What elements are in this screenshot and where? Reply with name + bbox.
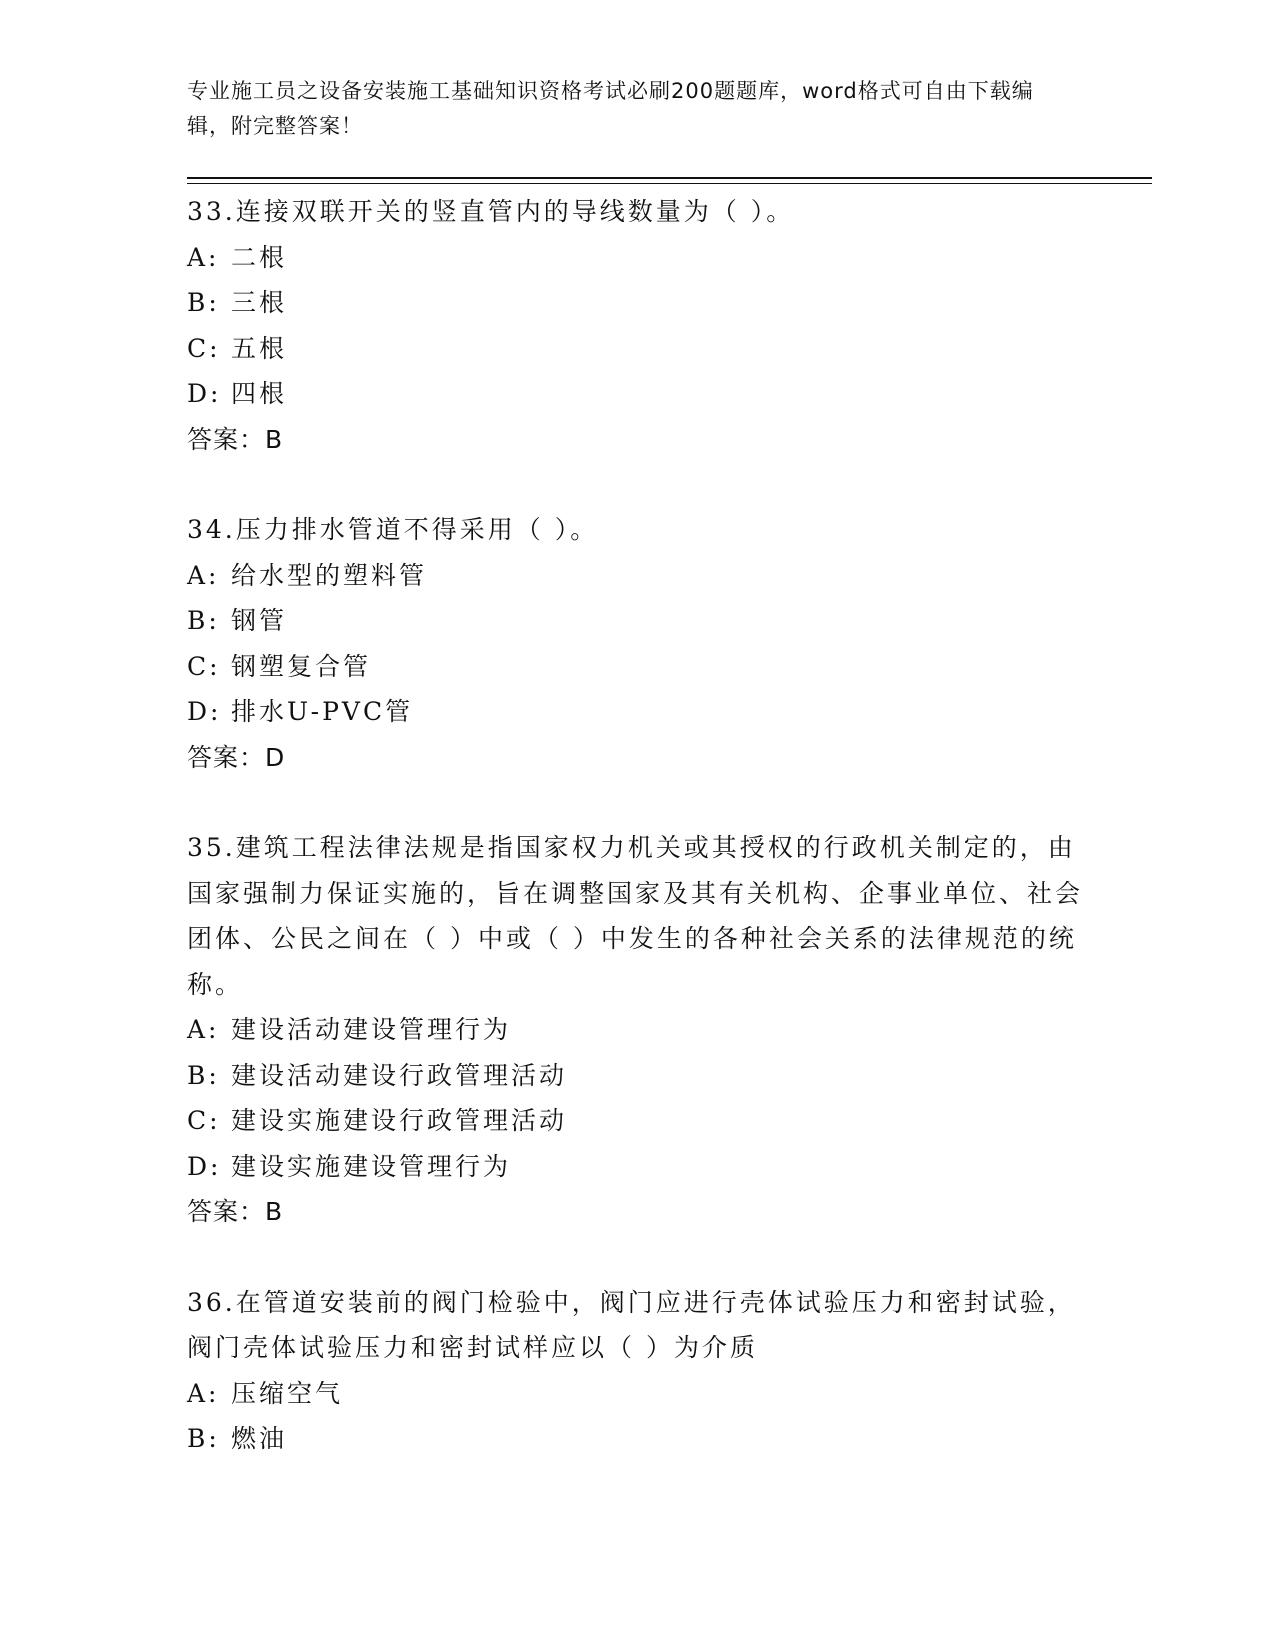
question-list	[187, 189, 1087, 1462]
option-letter: D:	[187, 697, 222, 726]
header-divider-thin	[187, 183, 1152, 184]
answer-line: 答案：B	[187, 1197, 284, 1226]
option-b	[187, 1416, 1087, 1462]
answer-line: 答案：B	[187, 424, 284, 454]
question-text: 33.连接双联开关的竖直管内的导线数量为（ ）。	[187, 197, 795, 226]
question-spacer	[187, 1235, 1087, 1280]
option-text: 排水U-PVC管	[231, 697, 414, 726]
option-letter: A:	[187, 1015, 220, 1044]
option-letter: D:	[187, 1151, 222, 1181]
option-text: 三根	[231, 288, 288, 317]
option-a	[187, 1371, 1087, 1417]
option-d	[187, 1144, 1087, 1190]
option-text: 五根	[231, 333, 288, 363]
option-letter: B:	[187, 1060, 220, 1090]
question-text: 34.压力排水管道不得采用（ ）。	[187, 515, 599, 544]
option-letter: C:	[187, 333, 221, 363]
question-spacer	[187, 462, 1087, 507]
option-letter: A:	[187, 560, 220, 590]
option-c	[187, 326, 1087, 372]
option-letter: B:	[187, 1424, 220, 1453]
option-text: 建设实施建设管理行为	[231, 1151, 512, 1181]
option-text: 压缩空气	[231, 1378, 344, 1408]
header-divider-thick	[187, 177, 1152, 179]
option-d	[187, 689, 1087, 735]
option-letter: C:	[187, 1106, 221, 1135]
question-33	[187, 189, 1087, 462]
option-text: 建设活动建设行政管理活动	[231, 1060, 568, 1090]
option-letter: A:	[187, 242, 220, 272]
option-b	[187, 280, 1087, 326]
option-letter: D:	[187, 379, 222, 408]
question-35	[187, 825, 1087, 1235]
option-a	[187, 1007, 1087, 1053]
option-a	[187, 553, 1087, 599]
option-text: 二根	[231, 242, 288, 272]
document-header-title: 专业施工员之设备安装施工基础知识资格考试必刷200题题库，word格式可自由下载编辑，附完整答案！	[187, 79, 1034, 138]
question-36	[187, 1280, 1087, 1462]
option-text: 建设实施建设行政管理活动	[231, 1106, 568, 1135]
question-text: 36.在管道安装前的阀门检验中，阀门应进行壳体试验压力和密封试验，阀门壳体试验压力和密封试样应以（ ）为介质	[187, 1287, 1076, 1362]
option-letter: C:	[187, 651, 221, 681]
option-c	[187, 1098, 1087, 1144]
option-letter: B:	[187, 606, 220, 635]
option-b	[187, 598, 1087, 644]
option-d	[187, 371, 1087, 417]
option-text: 钢管	[231, 606, 288, 635]
option-text: 建设活动建设管理行为	[231, 1015, 512, 1044]
option-letter: B:	[187, 288, 220, 317]
option-text: 燃油	[231, 1424, 288, 1453]
answer-line: 答案：D	[187, 742, 286, 772]
question-text: 35.建筑工程法律法规是指国家权力机关或其授权的行政机关制定的，由国家强制力保证实施的，旨在调整国家及其有关机构、企事业单位、社会团体、公民之间在（ ）中或（ ）中发生的各种社会关系的法律规范的统称。	[187, 833, 1084, 999]
option-text: 四根	[231, 379, 288, 408]
option-a	[187, 235, 1087, 281]
question-spacer	[187, 780, 1087, 825]
option-c	[187, 644, 1087, 690]
option-letter: A:	[187, 1378, 220, 1408]
option-b	[187, 1053, 1087, 1099]
question-34	[187, 507, 1087, 780]
option-text: 钢塑复合管	[231, 651, 372, 681]
option-text: 给水型的塑料管	[231, 560, 428, 590]
